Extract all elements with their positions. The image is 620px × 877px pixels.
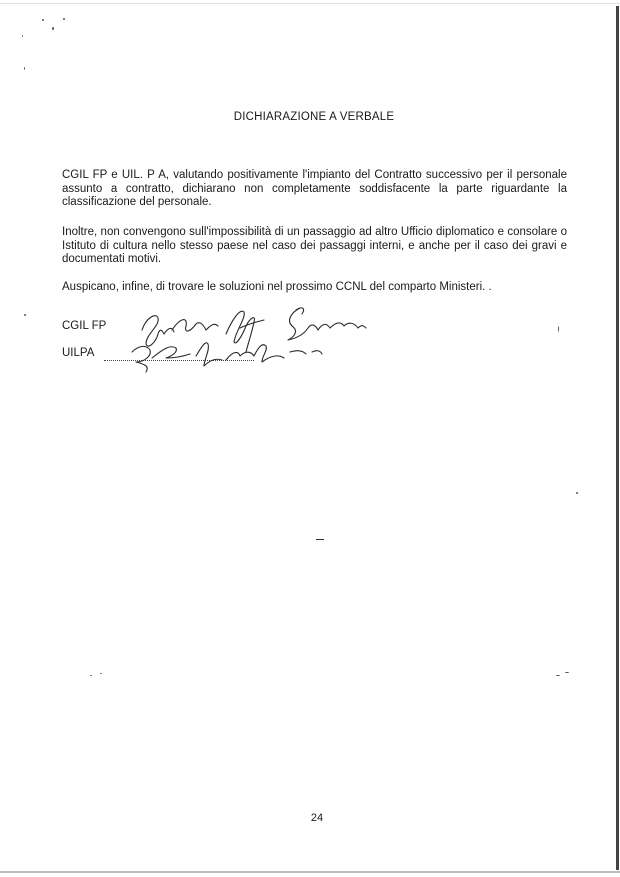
page-number: 24 [310,812,324,824]
scan-speck [100,673,102,674]
scan-speck [24,314,26,316]
scan-speck [22,35,23,37]
document-title: DICHIARAZIONE A VERBALE [233,111,395,123]
scan-speck [565,672,569,673]
paragraph-transfers: Inoltre, non convengono sull'impossibilità di un passaggio ad altro Ufficio diplomatico e consolare o Istituto di cultura nello stesso paese nel caso dei passaggi interni, e anche per il caso dei gravi e documentati motivi. [62,226,567,265]
paragraph-next-ccnl: Auspicano, infine, di trovare le soluzioni nel prossimo CCNL del comparto Ministeri. . [62,281,492,293]
scan-speck [558,326,559,332]
scan-speck [24,67,25,70]
scan-edge-top [0,3,620,4]
signature-line [104,360,254,361]
scan-edge-bottom [0,871,620,873]
signatory-label-cgil: CGIL FP [62,320,107,332]
scan-speck [90,675,92,676]
scan-speck [63,18,65,20]
stray-mark [316,539,324,540]
scan-edge-right [616,6,619,870]
scan-speck [576,492,578,494]
scan-speck [556,675,560,676]
signatory-label-uil: UILPA [62,347,95,359]
scan-speck [52,27,54,30]
scan-speck [42,19,44,21]
paragraph-classification: CGIL FP e UIL. P A, valutando positivamente l'impianto del Contratto successivo per il personale assunto a contratto, dichiarano non completamente soddisfacente la parte riguardante la classificazione del personale. [62,169,567,208]
